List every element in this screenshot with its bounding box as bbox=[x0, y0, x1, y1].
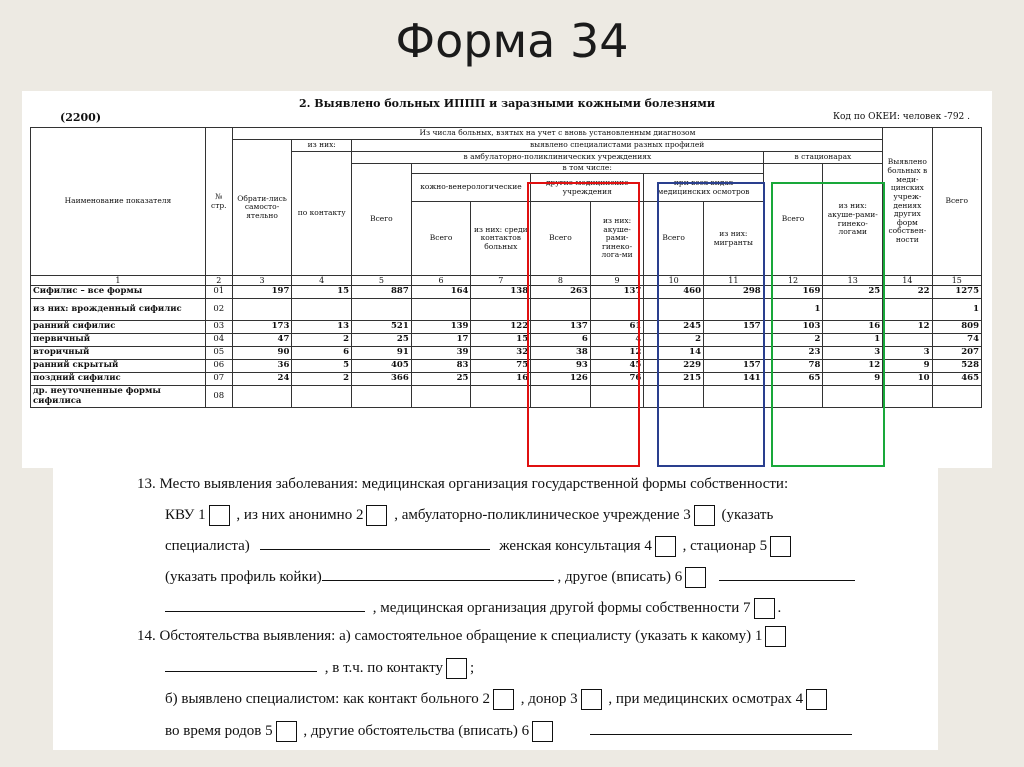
header-derm: кожно-венерологические bbox=[411, 174, 530, 202]
row-number: 08 bbox=[205, 386, 232, 408]
table-cell bbox=[411, 386, 471, 408]
table-cell: 169 bbox=[763, 286, 823, 299]
header-of-them: из них: bbox=[292, 140, 352, 152]
q13-other-org-label: , медицинская организация другой формы собственности 7 bbox=[372, 600, 751, 616]
q13-line-4 bbox=[165, 567, 855, 588]
table-cell: 1275 bbox=[932, 286, 981, 299]
table-cell: 138 bbox=[471, 286, 531, 299]
table-cell: 157 bbox=[704, 321, 764, 334]
specialist-type-field[interactable] bbox=[165, 658, 317, 672]
q14-other-label: , другие обстоятельства (вписать) 6 bbox=[303, 723, 530, 739]
table-cell: 25 bbox=[411, 373, 471, 386]
medical-exam-checkbox[interactable] bbox=[806, 689, 827, 710]
column-number: 8 bbox=[531, 276, 591, 286]
row-label: вторичный bbox=[31, 347, 206, 360]
q14-line-2 bbox=[165, 658, 474, 679]
table-cell: 15 bbox=[471, 334, 531, 347]
q13-ambul-label: , амбулаторно-поликлиническое учреждение 3 bbox=[394, 506, 691, 523]
header-obgyn: из них: акуше-рами-гинеко-лога-ми bbox=[590, 202, 644, 276]
questionnaire-sheet bbox=[53, 468, 938, 750]
table-cell: 78 bbox=[763, 360, 823, 373]
highlight-green bbox=[771, 182, 885, 467]
table-cell: 47 bbox=[232, 334, 292, 347]
kvu-checkbox[interactable] bbox=[209, 505, 230, 526]
table-cell: 141 bbox=[704, 373, 764, 386]
q13-line-3 bbox=[165, 536, 794, 557]
table-cell: 1 bbox=[932, 299, 981, 321]
table-cell: 245 bbox=[644, 321, 704, 334]
table-cell: 164 bbox=[411, 286, 471, 299]
section-title: 2. Выявлено больных ИППП и заразными кожными болезнями bbox=[298, 97, 716, 110]
header-other-med: другие медицинские учреждения bbox=[531, 174, 644, 202]
other-checkbox[interactable] bbox=[685, 567, 706, 588]
table-cell: 2 bbox=[763, 334, 823, 347]
table-cell bbox=[411, 299, 471, 321]
table-cell: 5 bbox=[292, 360, 352, 373]
column-number: 13 bbox=[823, 276, 883, 286]
row-label: поздний сифилис bbox=[31, 373, 206, 386]
q14-b-label: б) выявлено специалистом: как контакт больного 2 bbox=[165, 690, 490, 707]
okei-code: Код по ОКЕИ: человек -792 . bbox=[833, 112, 970, 122]
table-cell: 528 bbox=[932, 360, 981, 373]
header-exams: при всех видах медицинских осмотров bbox=[644, 174, 763, 202]
q13-specify-label: (указать bbox=[721, 506, 774, 523]
bed-profile-field[interactable] bbox=[322, 567, 554, 581]
table-cell: 103 bbox=[763, 321, 823, 334]
section-code: (2200) bbox=[60, 111, 102, 124]
header-str: № стр. bbox=[205, 128, 232, 276]
q14-donor-label: , донор 3 bbox=[520, 690, 578, 707]
hospital-checkbox[interactable] bbox=[770, 536, 791, 557]
q14-contact-label: , в т.ч. по контакту bbox=[324, 660, 443, 676]
header-exams-total: Всего bbox=[644, 202, 704, 276]
column-number: 6 bbox=[411, 276, 471, 286]
q13-other-label: , другое (вписать) 6 bbox=[557, 569, 683, 585]
row-number: 05 bbox=[205, 347, 232, 360]
table-cell: 25 bbox=[823, 286, 883, 299]
table-cell: 12 bbox=[883, 321, 932, 334]
header-migrants: из них: мигранты bbox=[704, 202, 764, 276]
table-cell: 12 bbox=[590, 347, 644, 360]
row-number: 06 bbox=[205, 360, 232, 373]
donor-checkbox[interactable] bbox=[581, 689, 602, 710]
table-cell: 366 bbox=[352, 373, 412, 386]
table-cell: 1 bbox=[823, 334, 883, 347]
table-cell: 2 bbox=[292, 373, 352, 386]
table-cell: 12 bbox=[823, 360, 883, 373]
table-cell: 36 bbox=[232, 360, 292, 373]
table-cell bbox=[883, 334, 932, 347]
table-cell: 14 bbox=[644, 347, 704, 360]
table-cell bbox=[352, 386, 412, 408]
table-cell: 4 bbox=[590, 334, 644, 347]
q13-line-2 bbox=[165, 505, 773, 526]
row-label: Сифилис – все формы bbox=[31, 286, 206, 299]
table-cell: 122 bbox=[471, 321, 531, 334]
table-cell: 32 bbox=[471, 347, 531, 360]
table-cell: 16 bbox=[823, 321, 883, 334]
table-cell: 3 bbox=[883, 347, 932, 360]
row-number: 07 bbox=[205, 373, 232, 386]
table-cell: 3 bbox=[823, 347, 883, 360]
row-number: 01 bbox=[205, 286, 232, 299]
table-cell bbox=[471, 386, 531, 408]
q13-bed-label: (указать профиль койки) bbox=[165, 569, 322, 585]
womens-clinic-checkbox[interactable] bbox=[655, 536, 676, 557]
table-cell: 207 bbox=[932, 347, 981, 360]
header-among-contacts: из них: среди контактов больных bbox=[471, 202, 531, 276]
contact-checkbox[interactable] bbox=[446, 658, 467, 679]
table-cell: 298 bbox=[704, 286, 764, 299]
table-cell: 22 bbox=[883, 286, 932, 299]
other-circumstances-field[interactable] bbox=[590, 721, 852, 735]
header-including: в том числе: bbox=[411, 164, 763, 174]
table-cell: 887 bbox=[352, 286, 412, 299]
slide-title: Форма 34 bbox=[395, 14, 629, 68]
table-cell: 38 bbox=[531, 347, 591, 360]
q14-semicolon: ; bbox=[469, 660, 475, 676]
table-cell: 75 bbox=[471, 360, 531, 373]
table-cell: 137 bbox=[531, 321, 591, 334]
table-cell: 16 bbox=[471, 373, 531, 386]
other-field-cont[interactable] bbox=[165, 598, 365, 612]
table-cell: 10 bbox=[883, 373, 932, 386]
q13-women-label: женская консультация 4 bbox=[499, 538, 652, 554]
table-cell: 6 bbox=[292, 347, 352, 360]
header-identified: выявлено специалистами разных профилей bbox=[352, 140, 883, 152]
table-cell bbox=[883, 299, 932, 321]
table-cell: 61 bbox=[590, 321, 644, 334]
row-label: ранний скрытый bbox=[31, 360, 206, 373]
column-number: 12 bbox=[763, 276, 823, 286]
q14-exams-label: , при медицинских осмотрах 4 bbox=[608, 690, 804, 707]
table-cell: 263 bbox=[531, 286, 591, 299]
table-cell: 215 bbox=[644, 373, 704, 386]
q14-birth-label: во время родов 5 bbox=[165, 723, 273, 739]
header-from-total: Из числа больных, взятых на учет с вновь установленным диагнозом bbox=[232, 128, 882, 140]
row-label: ранний сифилис bbox=[31, 321, 206, 334]
highlight-red bbox=[527, 182, 640, 467]
column-number: 4 bbox=[292, 276, 352, 286]
table-cell bbox=[932, 386, 981, 408]
table-cell: 74 bbox=[932, 334, 981, 347]
table-cell: 65 bbox=[763, 373, 823, 386]
header-hosp-obgyn: из них: акуше-рами-гинеко-логами bbox=[823, 164, 883, 276]
table-cell bbox=[292, 299, 352, 321]
table-cell: 23 bbox=[763, 347, 823, 360]
table-cell bbox=[232, 299, 292, 321]
table-cell: 6 bbox=[531, 334, 591, 347]
anonymous-checkbox[interactable] bbox=[366, 505, 387, 526]
specialist-field[interactable] bbox=[260, 536, 490, 550]
q13-line-5 bbox=[165, 598, 781, 619]
header-self: Обрати-лись самосто-ятельно bbox=[232, 140, 292, 276]
row-number: 02 bbox=[205, 299, 232, 321]
q13-kvu-label: КВУ 1 bbox=[165, 506, 206, 523]
header-ambulatory: в амбулаторно-поликлинических учреждениях bbox=[352, 152, 764, 164]
q13-hospital-label: , стационар 5 bbox=[682, 538, 768, 554]
other-ownership-checkbox[interactable] bbox=[754, 598, 775, 619]
column-number: 2 bbox=[205, 276, 232, 286]
table-cell: 465 bbox=[932, 373, 981, 386]
header-contact: по контакту bbox=[292, 152, 352, 276]
self-referral-checkbox[interactable] bbox=[765, 626, 786, 647]
header-ambul-total: Всего bbox=[352, 164, 412, 276]
other-field[interactable] bbox=[719, 567, 855, 581]
table-cell: 91 bbox=[352, 347, 412, 360]
childbirth-checkbox[interactable] bbox=[276, 721, 297, 742]
table-cell: 1 bbox=[763, 299, 823, 321]
table-cell: 83 bbox=[411, 360, 471, 373]
column-number: 14 bbox=[883, 276, 932, 286]
q14-line-3 bbox=[165, 689, 830, 710]
table-cell: 460 bbox=[644, 286, 704, 299]
column-number: 9 bbox=[590, 276, 644, 286]
ambulatory-checkbox[interactable] bbox=[694, 505, 715, 526]
table-cell: 809 bbox=[932, 321, 981, 334]
table-cell: 521 bbox=[352, 321, 412, 334]
header-name: Наименование показателя bbox=[31, 128, 206, 276]
table-cell: 197 bbox=[232, 286, 292, 299]
table-cell: 139 bbox=[411, 321, 471, 334]
highlight-blue bbox=[657, 182, 765, 467]
column-number: 5 bbox=[352, 276, 412, 286]
table-cell: 17 bbox=[411, 334, 471, 347]
header-hospitals: в стационарах bbox=[763, 152, 882, 164]
table-cell: 25 bbox=[352, 334, 412, 347]
table-cell: 93 bbox=[531, 360, 591, 373]
header-other-ownership: Выявлено больных в меди-цинских учреж-дениях других форм собствен-ности bbox=[883, 128, 932, 276]
table-cell: 157 bbox=[704, 360, 764, 373]
row-label: первичный bbox=[31, 334, 206, 347]
column-number: 10 bbox=[644, 276, 704, 286]
q13-dot: . bbox=[777, 600, 782, 616]
other-circumstances-checkbox[interactable] bbox=[532, 721, 553, 742]
row-label: др. неуточненные формы сифилиса bbox=[31, 386, 206, 408]
table-cell bbox=[471, 299, 531, 321]
q13-specialist-label: специалиста) bbox=[165, 538, 250, 554]
table-cell: 15 bbox=[292, 286, 352, 299]
header-derm-total: Всего bbox=[411, 202, 471, 276]
header-hosp-total: Всего bbox=[763, 164, 823, 276]
row-label: из них: врожденный сифилис bbox=[31, 299, 206, 321]
table-cell bbox=[292, 386, 352, 408]
q14-line-4 bbox=[165, 721, 852, 742]
header-other-med-total: Всего bbox=[531, 202, 591, 276]
table-cell: 173 bbox=[232, 321, 292, 334]
row-number: 03 bbox=[205, 321, 232, 334]
table-cell: 137 bbox=[590, 286, 644, 299]
q13-title: 13. Место выявления заболевания: медицинская организация государственной формы собственности: bbox=[137, 476, 789, 492]
q14-title: 14. Обстоятельства выявления: а) самостоятельное обращение к специалисту (указать к какому) 1 bbox=[137, 627, 763, 644]
table-cell: 90 bbox=[232, 347, 292, 360]
table-cell: 229 bbox=[644, 360, 704, 373]
row-number: 04 bbox=[205, 334, 232, 347]
table-cell: 45 bbox=[590, 360, 644, 373]
patient-contact-checkbox[interactable] bbox=[493, 689, 514, 710]
column-number: 7 bbox=[471, 276, 531, 286]
header-total-all: Всего bbox=[932, 128, 981, 276]
table-cell: 2 bbox=[292, 334, 352, 347]
table-cell: 9 bbox=[883, 360, 932, 373]
table-cell: 13 bbox=[292, 321, 352, 334]
column-number: 3 bbox=[232, 276, 292, 286]
table-cell bbox=[352, 299, 412, 321]
table-cell: 9 bbox=[823, 373, 883, 386]
table-cell: 39 bbox=[411, 347, 471, 360]
form-table-sheet bbox=[22, 91, 992, 468]
table-cell bbox=[232, 386, 292, 408]
q14-line-1 bbox=[137, 626, 789, 647]
column-number: 11 bbox=[704, 276, 764, 286]
table-cell: 2 bbox=[644, 334, 704, 347]
column-number: 15 bbox=[932, 276, 981, 286]
table-cell bbox=[883, 386, 932, 408]
table-cell: 76 bbox=[590, 373, 644, 386]
column-number: 1 bbox=[31, 276, 206, 286]
q13-anon-label: , из них анонимно 2 bbox=[236, 506, 364, 523]
table-cell: 126 bbox=[531, 373, 591, 386]
table-cell: 24 bbox=[232, 373, 292, 386]
table-cell: 405 bbox=[352, 360, 412, 373]
